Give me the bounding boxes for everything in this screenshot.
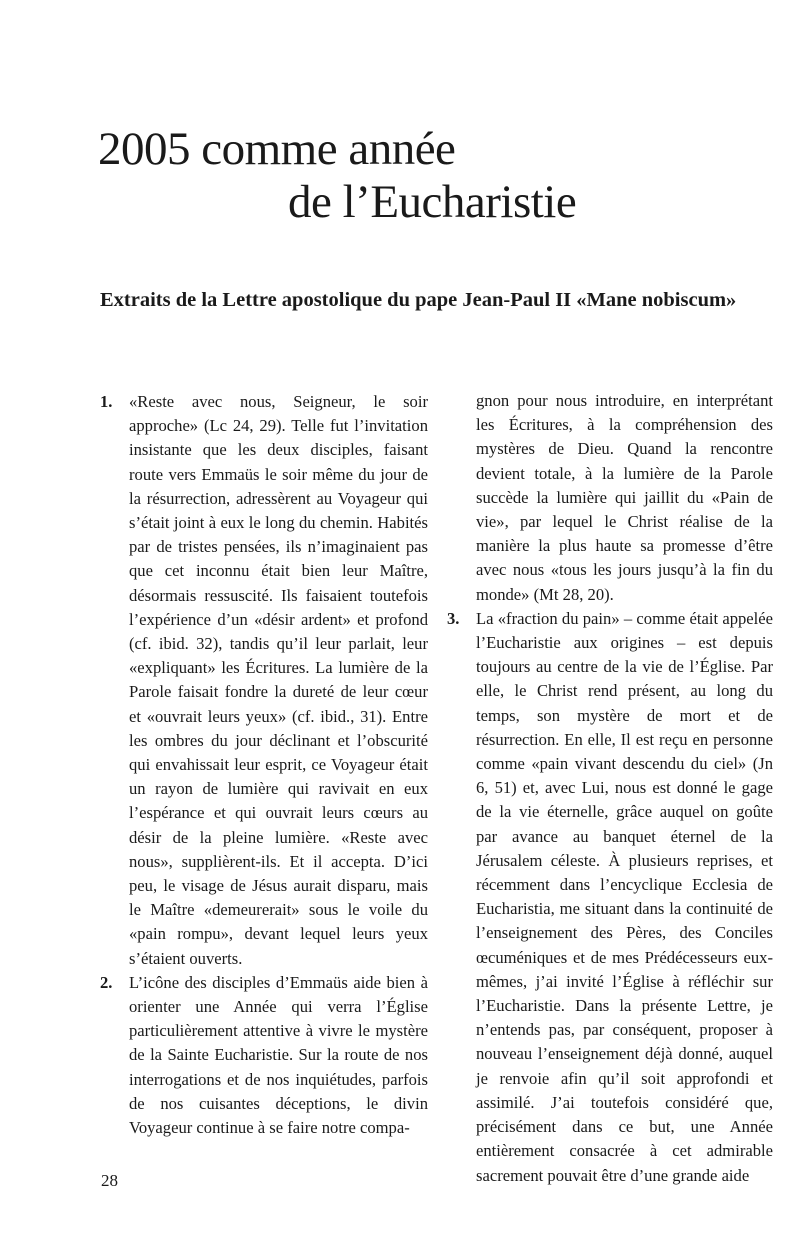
paragraph-3 — [447, 607, 773, 1188]
paragraph-text: gnon pour nous introduire, en interprétant les Écritures, à la compréhension des mystères de Dieu. Quand la rencontre devient totale, à la lumière de la Parole succède la lumière qui jaillit du «Pain de vie», par lequel le Christ réalise de la manière la plus haute sa promesse d’être avec nous «tous les jours jusqu’à la fin du monde» (Mt 28, 20). — [476, 391, 773, 604]
paragraph-number: 1. — [100, 392, 113, 411]
text-column-left — [100, 390, 428, 1140]
page-number: 28 — [101, 1171, 118, 1190]
page-title-line-1: 2005 comme année — [98, 123, 456, 175]
paragraph-1 — [100, 390, 428, 971]
paragraph-2-continued — [447, 389, 773, 607]
page-title-line-2: de l’Eucharistie — [288, 176, 577, 228]
paragraph-text: La «fraction du pain» – comme était appelée l’Eucharistie aux origines – est depuis toujours au centre de la vie de l’Église. Par elle, le Christ rend présent, au long du temps, son mystère de mort et de résurrection. En elle, Il est reçu en personne comme «pain vivant descendu du ciel» (Jn 6, 51) et, avec Lui, nous est donné le gage de la vie éternelle, grâce auquel on goûte par avance au banquet éternel de la Jérusalem céleste. À plusieurs reprises, et récemment dans l’encyclique Ecclesia de Eucharistia, me situant dans la continuité de l’enseignement des Pères, des Conciles œcuméniques et de mes Prédécesseurs eux-mêmes, j’ai invité l’Église à réfléchir sur l’Eucharistie. Dans la présente Lettre, je n’entends pas, par conséquent, proposer à nouveau l’enseignement déjà donné, auquel je renvoie afin qu’il soit approfondi et assimilé. J’ai toutefois considéré que, précisément dans ce but, une Année entièrement consacrée à cet admirable sacrement pouvait être d’une grande aide — [476, 608, 773, 1185]
paragraph-text: L’icône des disciples d’Emmaüs aide bien à orienter une Année qui verra l’Église particulièrement attentive à vivre le mystère de la Sainte Eucharistie. Sur la route de nos interrogations et de nos inquiétudes, parfois de nos cuisantes déceptions, le divin Voyageur continue à se faire notre compa- — [129, 972, 428, 1138]
paragraph-2 — [100, 971, 428, 1140]
subtitle: Extraits de la Lettre apostolique du pape Jean-Paul II «Mane nobiscum» — [100, 289, 737, 311]
text-column-right — [447, 389, 773, 1188]
paragraph-text: «Reste avec nous, Seigneur, le soir approche» (Lc 24, 29). Telle fut l’invitation insistante que les deux disciples, faisant route vers Emmaüs le soir même du jour de la résurrection, adressèrent au Voyageur qui s’était joint à eux le long du chemin. Habités par de tristes pensées, ils n’imaginaient pas que cet inconnu était bien leur Maître, désormais ressuscité. Ils faisaient toutefois l’expérience d’un «désir ardent» et profond (cf. ibid. 32), tandis qu’il leur parlait, leur «expliquant» les Écritures. La lumière de la Parole faisait fondre la dureté de leur cœur et «ouvrait leurs yeux» (cf. ibid., 31). Entre les ombres du jour déclinant et l’obscurité qui envahissait leur esprit, ce Voyageur était un rayon de lumière qui ravivait en eux l’espérance et qui ouvrait leurs cœurs au désir de la pleine lumière. «Reste avec nous», supplièrent-ils. Et il accepta. D’ici peu, le visage de Jésus aurait disparu, mais le Maître «demeurerait» sous le voile du «pain rompu», devant lequel leurs yeux s’étaient ouverts. — [129, 392, 428, 968]
paragraph-number: 2. — [100, 972, 113, 992]
paragraph-number: 3. — [447, 608, 460, 628]
